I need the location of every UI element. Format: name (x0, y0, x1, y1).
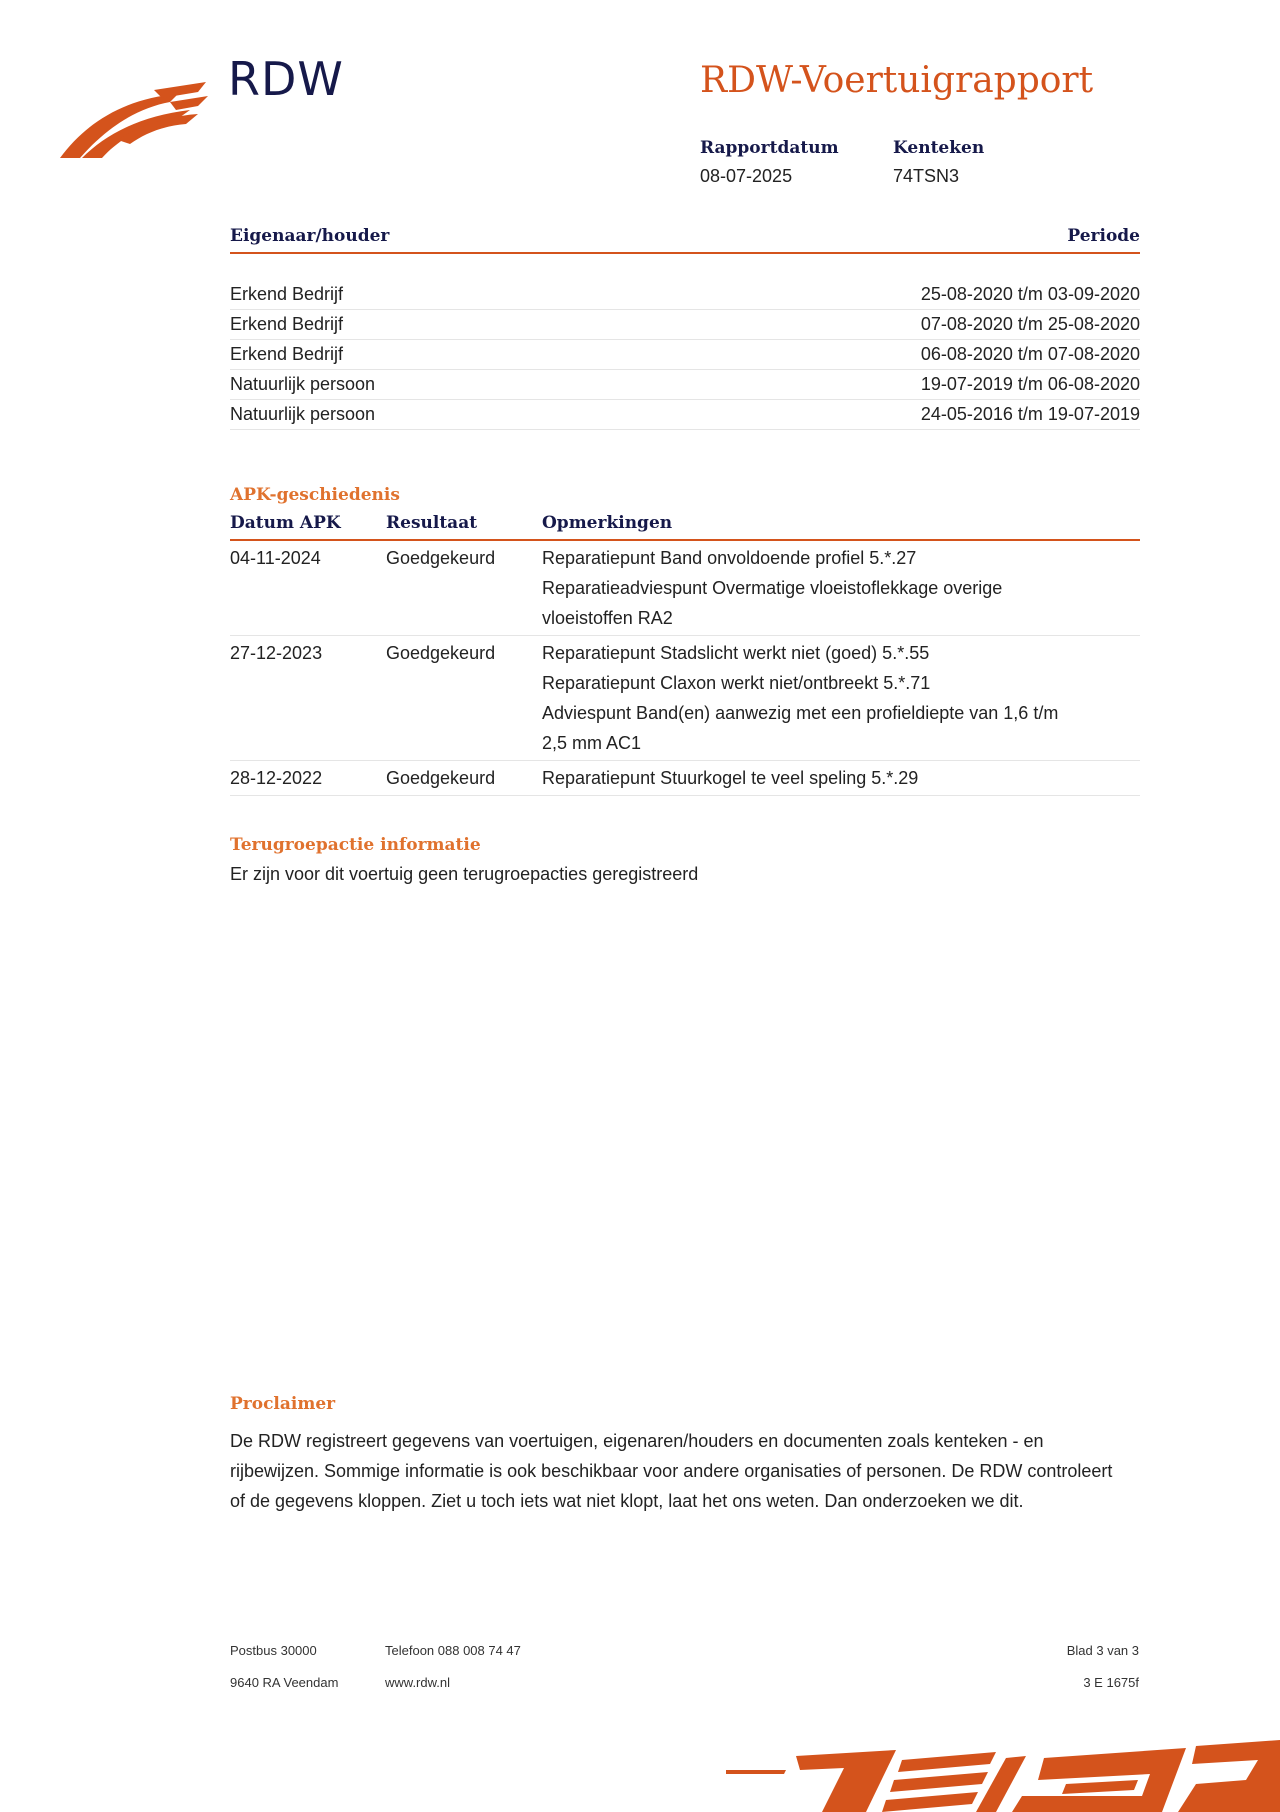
owner-type: Natuurlijk persoon (230, 404, 376, 424)
apk-note: Reparatiepunt Band onvoldoende profiel 5.*.27 (542, 548, 917, 568)
recall-text: Er zijn voor dit voertuig geen terugroepacties geregistreerd (230, 864, 699, 884)
owner-row (230, 370, 1140, 400)
recall-section-title: Terugroepactie informatie (230, 835, 481, 855)
owner-period: 24-05-2016 t/m 19-07-2019 (920, 404, 1140, 424)
apk-row (230, 761, 1140, 796)
owner-period: 19-07-2019 t/m 06-08-2020 (920, 374, 1140, 394)
owner-type: Erkend Bedrijf (230, 344, 344, 364)
report-date-value: 08-07-2025 (700, 166, 793, 186)
owner-row (230, 400, 1140, 430)
apk-note: Reparatiepunt Stuurkogel te veel speling 5.*.29 (542, 768, 919, 788)
apk-notes (542, 543, 1140, 633)
rdw-stripes-graphic (726, 1740, 1280, 1812)
apk-note: Reparatiepunt Claxon werkt niet/ontbreekt 5.*.71 (542, 673, 931, 693)
footer-document-code: 3 E 1675f (1083, 1675, 1139, 1690)
apk-result: Goedgekeurd (386, 643, 496, 663)
rdw-leaf-icon (58, 80, 208, 160)
apk-result-header: Resultaat (386, 513, 478, 533)
license-plate-value: 74TSN3 (893, 166, 960, 186)
apk-notes-header: Opmerkingen (542, 513, 673, 533)
license-plate-label: Kenteken (893, 138, 985, 158)
apk-date-header: Datum APK (230, 513, 341, 533)
apk-date: 27-12-2023 (230, 643, 323, 663)
apk-notes (542, 763, 1140, 793)
owner-type: Natuurlijk persoon (230, 374, 376, 394)
footer-page-number: Blad 3 van 3 (1066, 1643, 1139, 1658)
footer-address-line2: 9640 RA Veendam (230, 1675, 339, 1690)
owner-period: 25-08-2020 t/m 03-09-2020 (920, 284, 1140, 304)
owners-header (230, 226, 1140, 254)
apk-note: Adviespunt Band(en) aanwezig met een profieldiepte van 1,6 t/m (542, 703, 1059, 723)
owner-row (230, 340, 1140, 370)
owner-row (230, 280, 1140, 310)
owners-table (230, 226, 1140, 430)
report-title: RDW-Voertuigrapport (700, 60, 1094, 101)
apk-result: Goedgekeurd (386, 768, 496, 788)
apk-table (230, 513, 1140, 796)
report-date-label: Rapportdatum (700, 138, 839, 158)
apk-result: Goedgekeurd (386, 548, 496, 568)
apk-row (230, 636, 1140, 761)
footer-address-line1: Postbus 30000 (230, 1643, 317, 1658)
apk-row (230, 541, 1140, 636)
period-column-header: Periode (1067, 226, 1140, 246)
apk-note: Reparatieadviespunt Overmatige vloeistoflekkage overige (542, 578, 1003, 598)
apk-date: 28-12-2022 (230, 768, 323, 788)
apk-note: vloeistoffen RA2 (542, 608, 673, 628)
owner-type: Erkend Bedrijf (230, 284, 344, 304)
owner-row (230, 310, 1140, 340)
proclaimer-title: Proclaimer (230, 1394, 336, 1414)
apk-section-title: APK-geschiedenis (230, 485, 400, 505)
proclaimer-text: De RDW registreert gegevens van voertuigen, eigenaren/houders en documenten zoals kenteken - en rijbewijzen. Sommige informatie is ook beschikbaar voor andere organisaties of personen. De RDW controleert of de gegevens kloppen. Ziet u toch iets wat niet klopt, laat het ons weten. Dan onderzoeken we dit. (230, 1431, 1113, 1511)
owner-type: Erkend Bedrijf (230, 314, 344, 334)
owner-period: 07-08-2020 t/m 25-08-2020 (920, 314, 1140, 334)
owners-list (230, 280, 1140, 430)
apk-header (230, 513, 1140, 541)
logo-text: RDW (228, 52, 344, 106)
apk-note: Reparatiepunt Stadslicht werkt niet (goed) 5.*.55 (542, 643, 930, 663)
apk-notes (542, 638, 1140, 758)
owner-column-header: Eigenaar/houder (230, 226, 390, 246)
footer-phone: Telefoon 088 008 74 47 (385, 1643, 521, 1658)
apk-date: 04-11-2024 (230, 548, 321, 568)
owner-period: 06-08-2020 t/m 07-08-2020 (920, 344, 1140, 364)
apk-note: 2,5 mm AC1 (542, 733, 642, 753)
footer-website: www.rdw.nl (385, 1675, 451, 1690)
